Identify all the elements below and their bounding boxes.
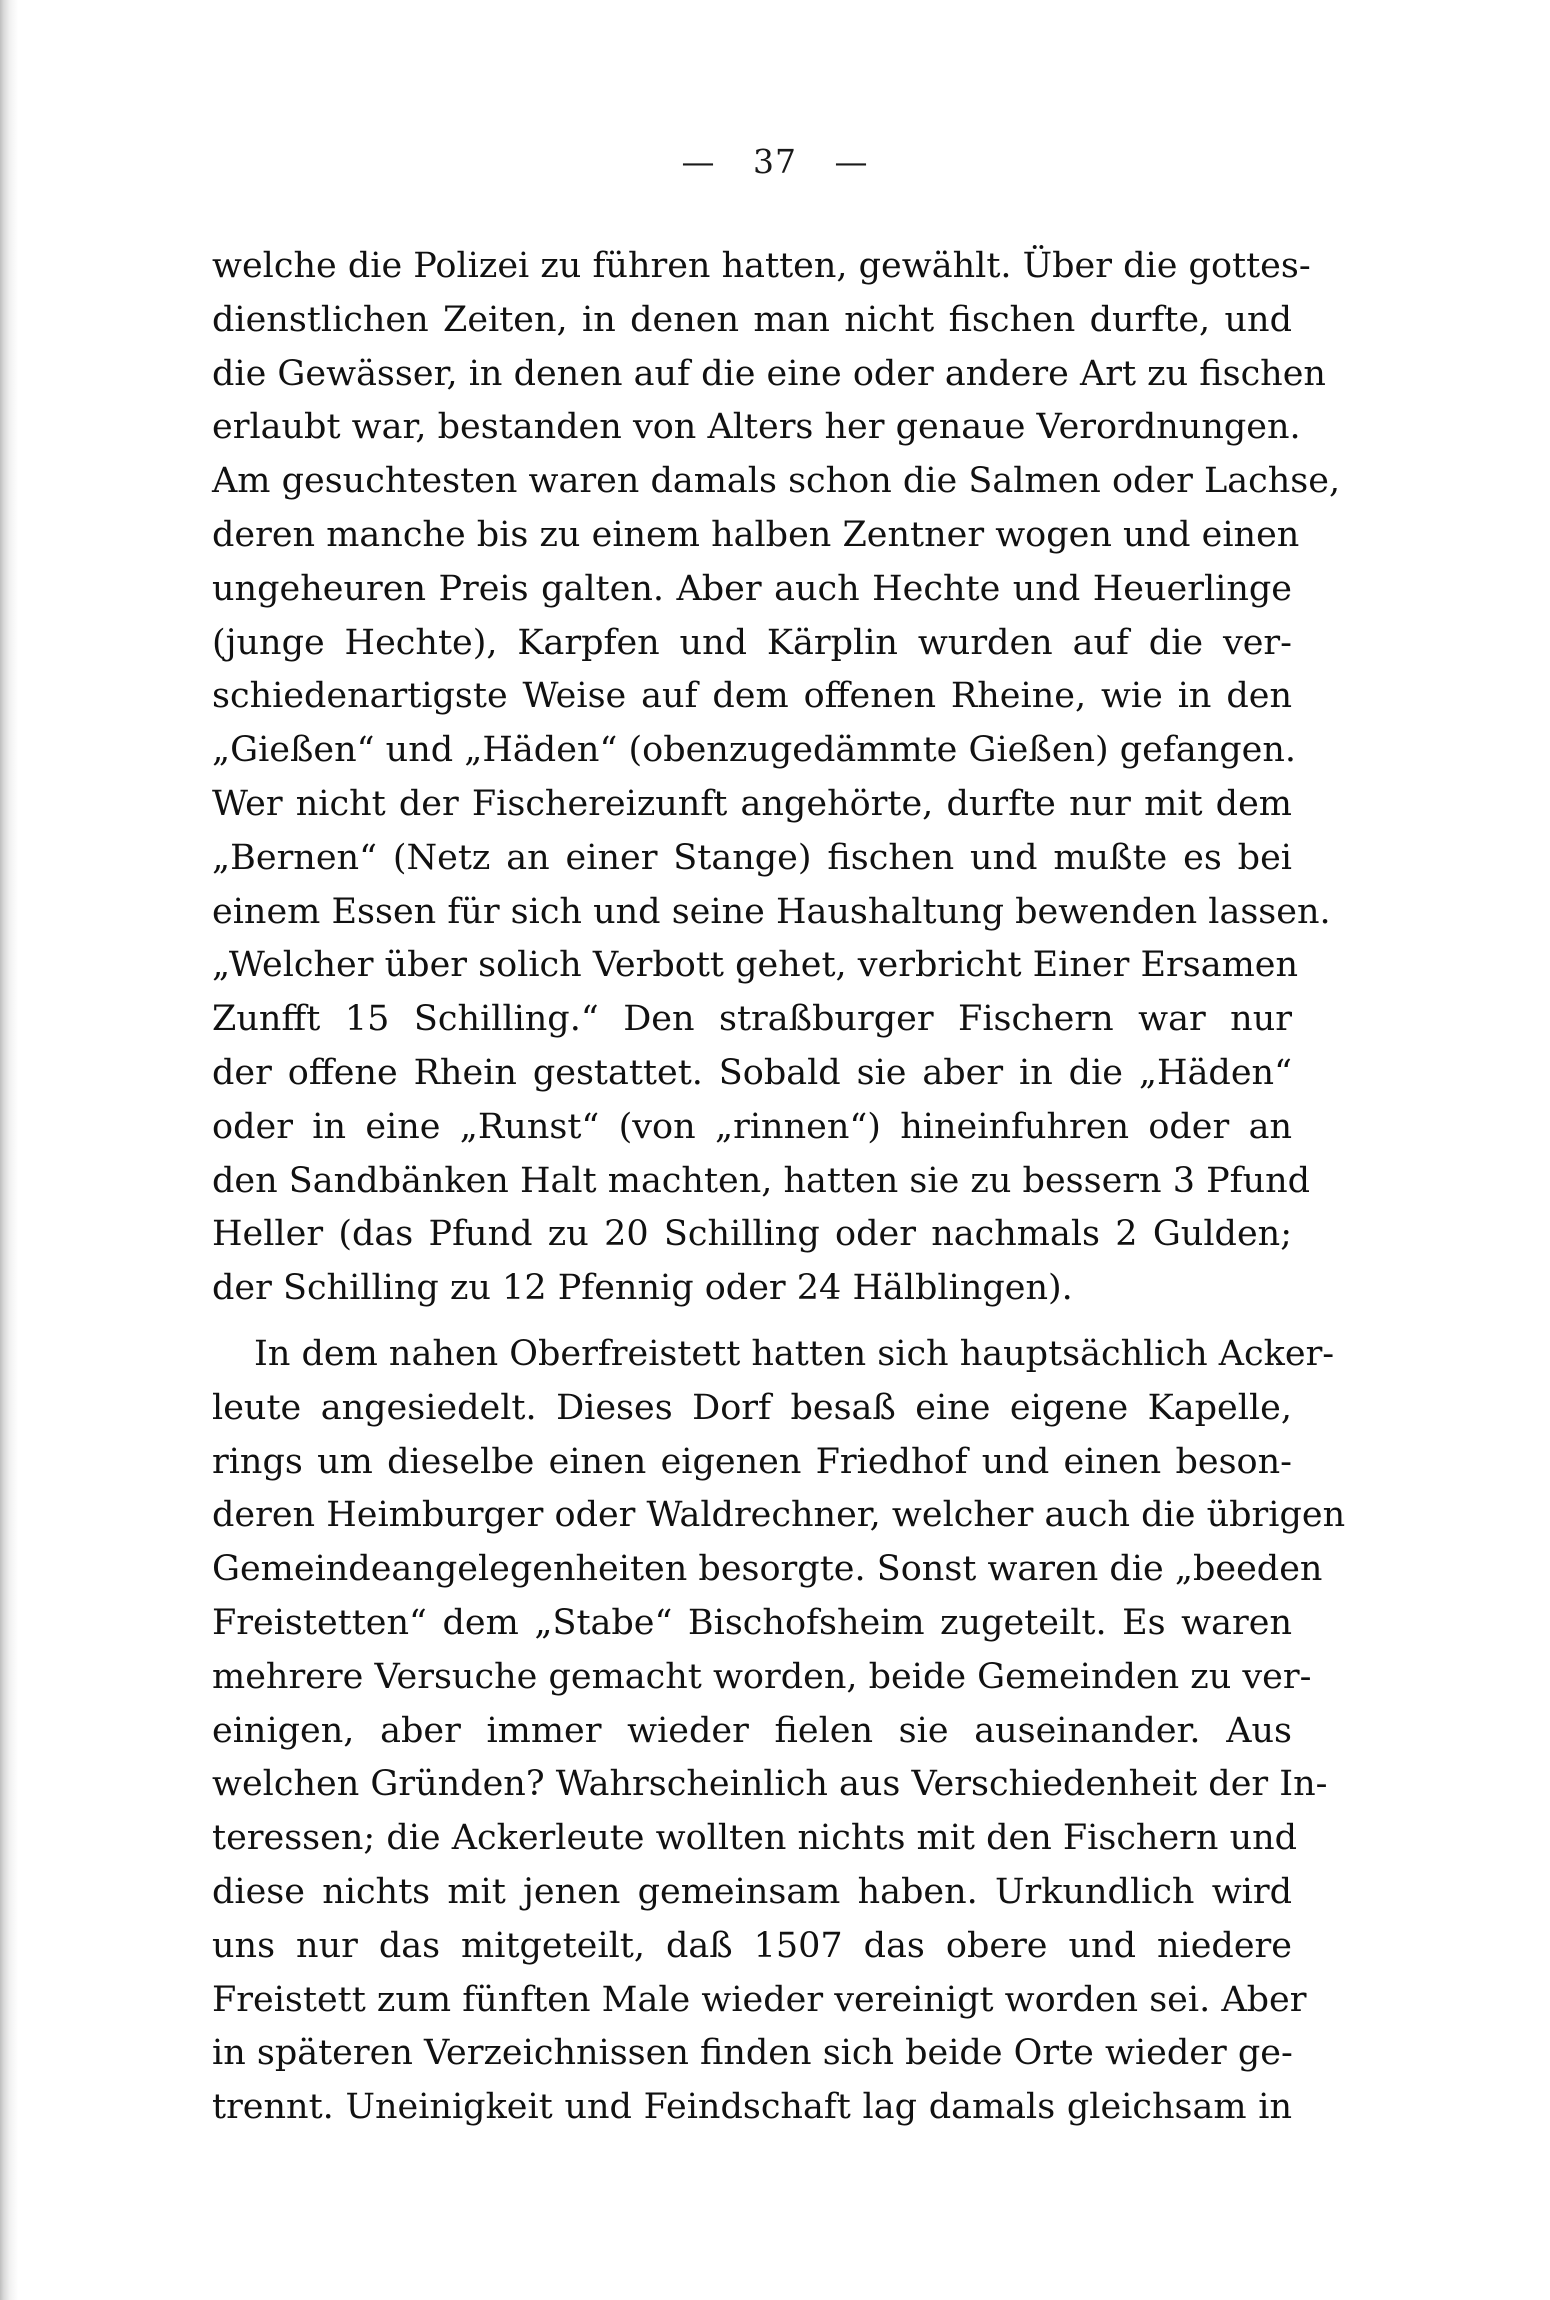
text-line: diese nichts mit jenen gemeinsam haben. Urkundlich wird (212, 1871, 1292, 1912)
text-line: „Gießen“ und „Häden“ (obenzugedämmte Gießen) gefangen. (212, 730, 1297, 771)
text-line: erlaubt war, bestanden von Alters her genaue Verordnungen. (212, 407, 1301, 448)
text-line: Freistetten“ dem „Stabe“ Bischofsheim zugeteilt. Es waren (212, 1602, 1292, 1643)
text-line: mehrere Versuche gemacht worden, beide Gemeinden zu ver- (212, 1656, 1312, 1697)
paragraph-gap (212, 1316, 1292, 1328)
text-line: uns nur das mitgeteilt, daß 1507 das obere und niedere (212, 1925, 1292, 1966)
text-line: Freistett zum fünften Male wieder vereinigt worden sei. Aber (212, 1979, 1307, 2020)
body-text (212, 240, 1346, 2135)
text-line: ungeheuren Preis galten. Aber auch Hechte und Heuerlinge (212, 568, 1292, 609)
text-line: welchen Gründen? Wahrscheinlich aus Verschiedenheit der In- (212, 1764, 1328, 1805)
text-line: die Gewässer, in denen auf die eine oder andere Art zu fischen (212, 353, 1326, 394)
text-line: den Sandbänken Halt machten, hatten sie zu bessern 3 Pfund (212, 1160, 1311, 1201)
text-line: Gemeindeangelegenheiten besorgte. Sonst waren die „beeden (212, 1549, 1323, 1590)
text-line: In dem nahen Oberfreistett hatten sich hauptsächlich Acker- (254, 1333, 1335, 1374)
text-line: Am gesuchtesten waren damals schon die Salmen oder Lachse, (212, 461, 1341, 502)
text-line: (junge Hechte), Karpfen und Kärplin wurden auf die ver- (212, 622, 1292, 663)
text-line: Heller (das Pfund zu 20 Schilling oder nachmals 2 Gulden; (212, 1214, 1292, 1255)
page-number: 37 (753, 142, 797, 181)
page-binding-edge (0, 0, 18, 2300)
text-line: „Bernen“ (Netz an einer Stange) fischen und mußte es bei (212, 837, 1292, 878)
text-line: „Welcher über solich Verbott gehet, verbricht Einer Ersamen (212, 945, 1299, 986)
text-line: in späteren Verzeichnissen finden sich beide Orte wieder ge- (212, 2033, 1293, 2074)
page-number-header (0, 142, 1550, 181)
text-line: Zunfft 15 Schilling.“ Den straßburger Fischern war nur (212, 999, 1292, 1040)
text-line: welche die Polizei zu führen hatten, gewählt. Über die gottes- (212, 246, 1311, 286)
text-line: teressen; die Ackerleute wollten nichts mit den Fischern und (212, 1818, 1298, 1859)
text-line: trennt. Uneinigkeit und Feindschaft lag damals gleichsam in (212, 2087, 1292, 2128)
text-line: oder in eine „Runst“ (von „rinnen“) hineinfuhren oder an (212, 1106, 1292, 1147)
text-line: Wer nicht der Fischereizunft angehörte, durfte nur mit dem (212, 783, 1292, 824)
text-line: deren Heimburger oder Waldrechner, welcher auch die übrigen (212, 1495, 1346, 1536)
paragraph-1 (212, 240, 1341, 1316)
paragraph-2 (212, 1328, 1346, 2135)
text-line: der Schilling zu 12 Pfennig oder 24 Hälblingen). (212, 1268, 1073, 1309)
text-line: einigen, aber immer wieder fielen sie auseinander. Aus (212, 1710, 1292, 1751)
text-line: einem Essen für sich und seine Haushaltung bewenden lassen. (212, 891, 1331, 932)
text-line: leute angesiedelt. Dieses Dorf besaß eine eigene Kapelle, (212, 1387, 1292, 1428)
text-line: deren manche bis zu einem halben Zentner wogen und einen (212, 514, 1300, 555)
text-line: der offene Rhein gestattet. Sobald sie aber in die „Häden“ (212, 1052, 1292, 1093)
header-dash-left: — (681, 142, 716, 181)
text-line: dienstlichen Zeiten, in denen man nicht fischen durfte, und (212, 299, 1292, 340)
text-line: rings um dieselbe einen eigenen Friedhof und einen beson- (212, 1441, 1292, 1482)
text-line: schiedenartigste Weise auf dem offenen Rheine, wie in den (212, 676, 1292, 717)
header-dash-right: — (834, 142, 869, 181)
